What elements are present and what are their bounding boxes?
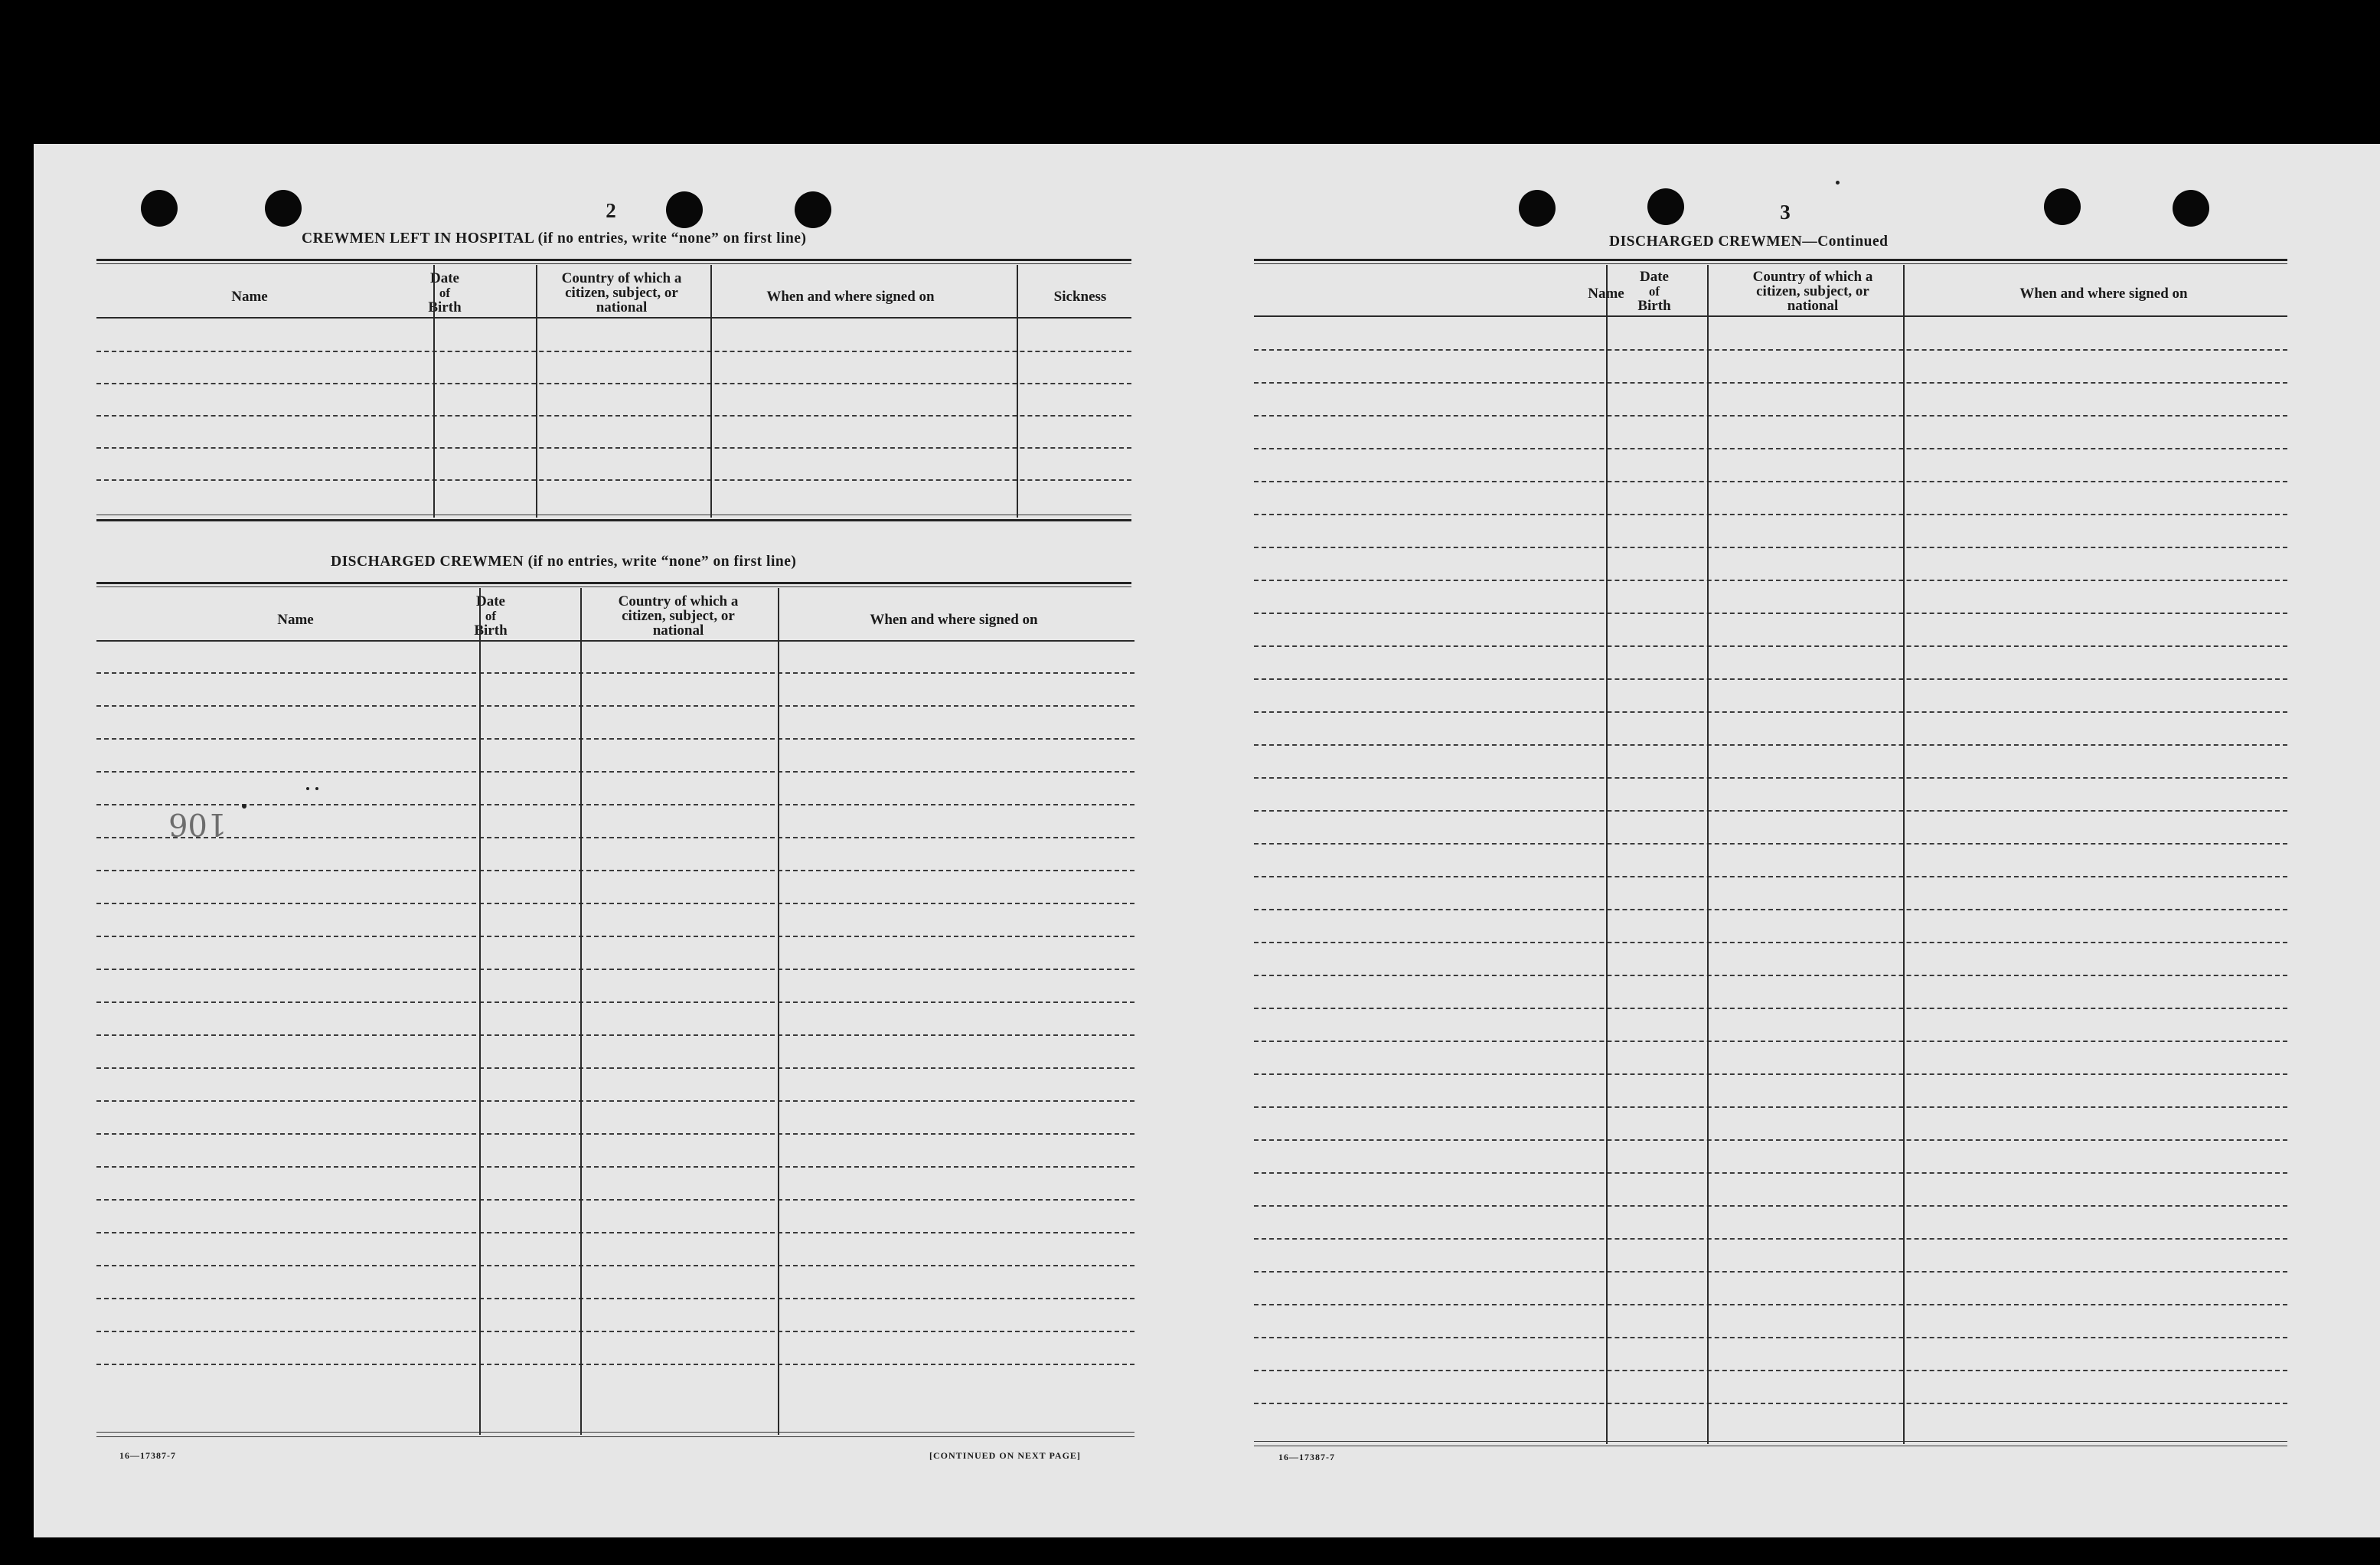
punch-hole xyxy=(1519,190,1556,227)
column-header-country: Country of which a citizen, subject, or national xyxy=(1752,269,1873,314)
table-row[interactable] xyxy=(1254,1172,2287,1174)
table-row[interactable] xyxy=(1254,1106,2287,1108)
table-row[interactable] xyxy=(1254,1008,2287,1009)
table-row[interactable] xyxy=(1254,580,2287,581)
table-row[interactable] xyxy=(1254,678,2287,680)
table-row[interactable] xyxy=(1254,909,2287,910)
table-row[interactable] xyxy=(1254,777,2287,779)
table-row[interactable] xyxy=(96,351,1131,352)
table-row[interactable] xyxy=(1254,1304,2287,1305)
table-row[interactable] xyxy=(96,771,1134,773)
document-sheet xyxy=(34,144,2380,1537)
column-header-name: Name xyxy=(1588,286,1624,302)
table-row[interactable] xyxy=(1254,1238,2287,1240)
table-row[interactable] xyxy=(96,969,1134,970)
ink-speck xyxy=(306,787,309,790)
table-row[interactable] xyxy=(1254,1139,2287,1141)
table-row[interactable] xyxy=(96,1067,1134,1069)
column-header-dob: Date of Birth xyxy=(1637,269,1671,314)
discharged-table-right xyxy=(1254,259,2326,1461)
punch-hole xyxy=(1647,188,1684,225)
table-row[interactable] xyxy=(1254,514,2287,515)
punch-hole xyxy=(265,190,302,227)
discharged-continued-title: DISCHARGED CREWMEN—Continued xyxy=(1609,234,1889,250)
punch-hole xyxy=(141,190,178,227)
table-row[interactable] xyxy=(96,936,1134,937)
hospital-section-title: CREWMEN LEFT IN HOSPITAL (if no entries, write “none” on first line) xyxy=(302,230,807,247)
table-row[interactable] xyxy=(1254,1205,2287,1207)
table-row[interactable] xyxy=(96,738,1134,740)
column-header-signed-on: When and where signed on xyxy=(766,289,935,305)
table-row[interactable] xyxy=(1254,645,2287,647)
table-row[interactable] xyxy=(1254,1041,2287,1042)
table-row[interactable] xyxy=(1254,711,2287,713)
table-row[interactable] xyxy=(96,1199,1134,1201)
table-row[interactable] xyxy=(1254,942,2287,943)
punch-hole xyxy=(795,191,831,228)
table-row[interactable] xyxy=(96,1298,1134,1299)
table-row[interactable] xyxy=(1254,1403,2287,1404)
table-row[interactable] xyxy=(96,1265,1134,1266)
table-row[interactable] xyxy=(96,1166,1134,1168)
table-row[interactable] xyxy=(1254,547,2287,548)
table-row[interactable] xyxy=(1254,448,2287,449)
discharged-section-title: DISCHARGED CREWMEN (if no entries, write “none” on first line) xyxy=(331,554,797,570)
table-row[interactable] xyxy=(1254,1073,2287,1075)
table-row[interactable] xyxy=(96,1034,1134,1036)
column-header-country: Country of which a citizen, subject, or national xyxy=(561,270,682,315)
table-row[interactable] xyxy=(96,903,1134,904)
table-row[interactable] xyxy=(1254,613,2287,614)
column-header-name: Name xyxy=(231,289,268,305)
table-row[interactable] xyxy=(96,1100,1134,1102)
stamp-number: 106 xyxy=(168,806,227,841)
table-row[interactable] xyxy=(1254,876,2287,877)
column-header-signed-on: When and where signed on xyxy=(2019,286,2188,302)
punch-hole xyxy=(2173,190,2209,227)
table-row[interactable] xyxy=(96,804,1134,805)
table-row[interactable] xyxy=(96,479,1131,481)
column-header-signed-on: When and where signed on xyxy=(870,612,1038,628)
table-row[interactable] xyxy=(96,383,1131,384)
table-row[interactable] xyxy=(96,1232,1134,1233)
page-number: 3 xyxy=(1780,201,1791,224)
punch-hole xyxy=(666,191,703,228)
table-row[interactable] xyxy=(1254,349,2287,351)
table-row[interactable] xyxy=(96,1001,1134,1003)
column-header-name: Name xyxy=(277,612,314,628)
column-header-sickness: Sickness xyxy=(1053,289,1107,305)
table-row[interactable] xyxy=(96,870,1134,871)
ink-speck xyxy=(242,804,246,809)
ink-speck xyxy=(1836,181,1840,185)
table-row[interactable] xyxy=(96,672,1134,674)
discharged-table-left xyxy=(96,582,1165,1455)
ink-speck xyxy=(315,787,318,790)
table-row[interactable] xyxy=(96,1331,1134,1332)
table-row[interactable] xyxy=(1254,1370,2287,1371)
form-number: 16—17387-7 xyxy=(1278,1452,1335,1462)
table-row[interactable] xyxy=(96,705,1134,707)
table-row[interactable] xyxy=(1254,1271,2287,1273)
table-row[interactable] xyxy=(1254,481,2287,482)
table-row[interactable] xyxy=(1254,382,2287,384)
form-number: 16—17387-7 xyxy=(119,1450,176,1461)
column-header-country: Country of which a citizen, subject, or national xyxy=(618,593,739,639)
table-row[interactable] xyxy=(1254,1337,2287,1338)
table-row[interactable] xyxy=(1254,843,2287,845)
table-row[interactable] xyxy=(1254,975,2287,976)
table-row[interactable] xyxy=(1254,744,2287,746)
table-row[interactable] xyxy=(1254,415,2287,417)
table-row[interactable] xyxy=(96,415,1131,417)
column-header-dob: Date of Birth xyxy=(474,593,508,639)
continued-note: [CONTINUED ON NEXT PAGE] xyxy=(929,1450,1081,1461)
punch-hole xyxy=(2044,188,2081,225)
page-number: 2 xyxy=(606,199,616,222)
table-row[interactable] xyxy=(1254,810,2287,812)
table-row[interactable] xyxy=(96,837,1134,838)
column-header-dob: Date of Birth xyxy=(428,270,462,315)
table-row[interactable] xyxy=(96,1133,1134,1135)
table-row[interactable] xyxy=(96,1364,1134,1365)
table-row[interactable] xyxy=(96,447,1131,449)
